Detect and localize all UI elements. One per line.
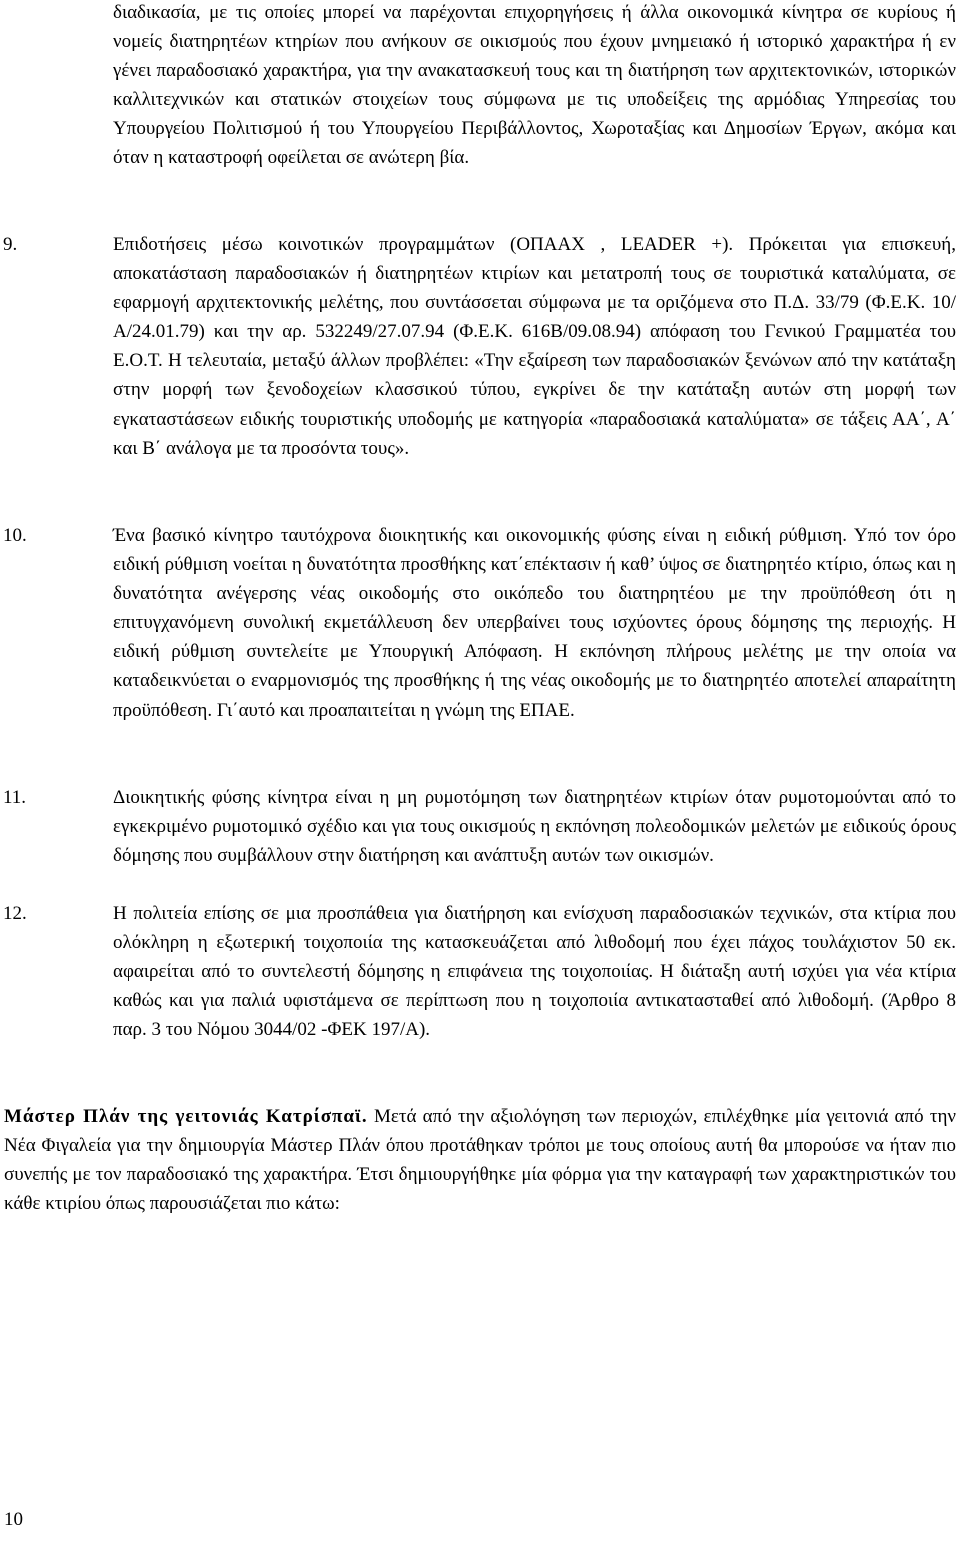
continuation-paragraph: διαδικασία, με τις οποίες μπορεί να παρέχονται επιχορηγήσεις ή άλλα οικονομικά κίνητρα σε κυρίους ή νομείς διατηρητέων κτηρίων που ανήκουν σε οικισμούς που έχουν μνημειακό ή ιστορικό χαρακτήρα ή εν γένει παραδοσιακό χαρακτήρα, για την ανακατασκευή τους και τη διατήρηση των αρχιτεκτονικών, ιστορικών καλλιτεχνικών και στατικών στοιχείων τους σύμφωνα με τις υποδείξεις της αρμόδιας Υπηρεσίας του Υπουργείου Πολιτισμού ή του Υπουργείου Περιβάλλοντος, Χωροταξίας και Δημοσίων Έργων, ακόμα και όταν η καταστροφή οφείλεται σε ανώτερη βία. <box>113 2 956 169</box>
list-number: 10. <box>3 525 27 546</box>
list-item-text: Η πολιτεία επίσης σε μια προσπάθεια για διατήρηση και ενίσχυση παραδοσιακών τεχνικών, στα κτίρια που ολόκληρη η εξωτερική τοιχοποιία της κατασκευάζεται από λιθοδομή που έχει πάχος τουλάχιστον 50 εκ. αφαιρείται από το συντελεστή δόμησης η επιφάνεια της τοιχοποιίας. Η διάταξη αυτή ισχύει για νέα κτίρια καθώς και για παλιά υφιστάμενα σε περίπτωση που η τοιχοποιία αντικατασταθεί από λιθοδομή. (Άρθρο 8 παρ. 3 του Νόμου 3044/02 -ΦΕΚ 197/Α). <box>113 903 956 1041</box>
master-plan-heading: Μάστερ Πλάν της γειτονιάς Κατρίσπαϊ. <box>4 1106 368 1127</box>
master-plan-paragraph <box>4 1102 956 1218</box>
list-number: 11. <box>3 787 27 808</box>
list-number: 9. <box>3 234 18 255</box>
list-item-10 <box>3 521 956 725</box>
list-item-text: Διοικητικής φύσης κίνητρα είναι η μη ρυμοτόμηση των διατηρητέων κτιρίων όταν ρυμοτομούνται από το εγκεκριμένο ρυμοτομικό σχέδιο και για τους οικισμούς η εκπόνηση πολεοδομικών μελετών με ειδικούς όρους δόμησης που συμβάλλουν στην διατήρηση και ανάπτυξη αυτών των οικισμών. <box>113 787 956 867</box>
list-item-11 <box>3 783 956 870</box>
master-plan-text: Μετά από την αξιολόγηση των περιοχών, επιλέχθηκε μία γειτονιά από την Νέα Φιγαλεία για την δημιουργία Μάστερ Πλάν όπου προτάθηκαν τρόποι με τους οποίους αυτή θα μπορούσε να ήταν πιο συνεπής με τον παραδοσιακό της χαρακτήρα. Έτσι δημιουργήθηκε μία φόρμα για την καταγραφή των χαρακτηριστικών του κάθε κτιρίου όπως παρουσιάζεται πιο κάτω: <box>4 1106 956 1215</box>
list-number: 12. <box>3 903 27 924</box>
list-item-9 <box>3 230 956 463</box>
list-item-12 <box>3 899 956 1044</box>
page-number: 10 <box>4 1509 23 1530</box>
list-item-text: Ένα βασικό κίνητρο ταυτόχρονα διοικητικής και οικονομικής φύσης είναι η ειδική ρύθμιση. Υπό τον όρο ειδική ρύθμιση νοείται η δυνατότητα προσθήκης κατ΄επέκτασιν ή καθ’ ύψος σε διατηρητέο κτίριο, όπως και η δυνατότητα ανέγερσης νέας οικοδομής στο οικόπεδο του διατηρητέου με την προϋπόθεση ότι η επιτυγχανόμενη συνολική εκμετάλλευση δεν υπερβαίνει τους ισχύοντες όρους δόμησης της περιοχής. Η ειδική ρύθμιση συντελείτε με Υπουργική Απόφαση. Η εκπόνηση πλήρους μελέτης με την οποία να καταδεικνύεται ο εναρμονισμός της προσθήκης ή της νέας οικοδομής με το διατηρητέο αποτελεί απαραίτητη προϋπόθεση. Γι΄αυτό και προαπαιτείται η γνώμη της ΕΠΑΕ. <box>113 525 956 721</box>
list-item-text: Επιδοτήσεις μέσω κοινοτικών προγραμμάτων (ΟΠΑΑΧ , LEADER +). Πρόκειται για επισκευή, αποκατάσταση παραδοσιακών ή διατηρητέων κτιρίων και μετατροπή τους σε τουριστικά καταλύματα, σε εφαρμογή αρχιτεκτονικής μελέτης, που συντάσσεται σύμφωνα με τα οριζόμενα στο Π.Δ. 33/79 (Φ.Ε.Κ. 10/Α/24.01.79) και την αρ. 532249/27.07.94 (Φ.Ε.Κ. 616Β/09.08.94) απόφαση του Γενικού Γραμματέα του Ε.Ο.Τ. Η τελευταία, μεταξύ άλλων προβλέπει: «Την εξαίρεση των παραδοσιακών ξενώνων από την κατάταξη στην μορφή των ξενοδοχείων κλασσικού τύπου, εγκρίνει δε την κατάταξη αυτών στη μορφή των εγκαταστάσεων ειδικής τουριστικής υποδομής με κατηγορία «παραδοσιακά καταλύματα» σε τάξεις ΑΑ΄, Α΄ και Β΄ ανάλογα με τα προσόντα τους». <box>113 234 956 459</box>
